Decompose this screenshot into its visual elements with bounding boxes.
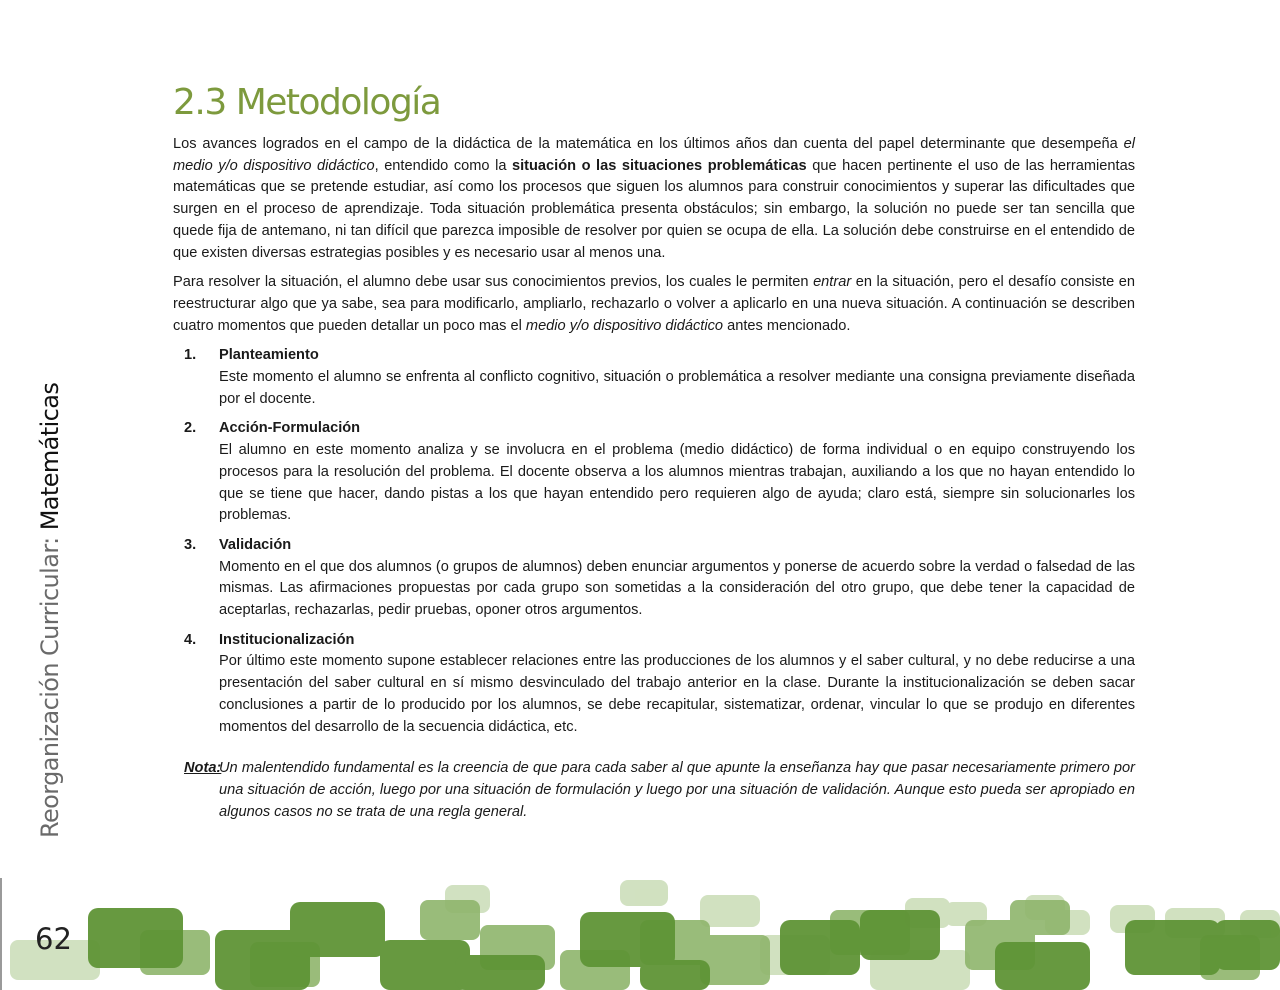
intro-italic-medio: el medio y/o dispositivo didáctico <box>173 136 1135 174</box>
intro-text-3: que hacen pertinente el uso de las herramientas matemáticas que se pretende estudiar, así como los procesos que siguen los alumnos para construir conocimientos y superar las dificultades que surgen en el proceso de aprendizaje. Toda situación problemática presenta obstáculos; sin embargo, la solución no puede ser tan sencilla que quede fija de antemano, ni tan difícil que parezca imposible de resolver por quien se ocupa de ella. La solución debe construirse en el entendido de que existen diversas estrategias posibles y es necesario usar al menos una. <box>173 157 1135 261</box>
item-text: El alumno en este momento analiza y se involucra en el problema (medio didáctico) de forma individual o en equipo construyendo los procesos para la resolución del problema. El docente observa a los alumnos mientras trabajan, auxiliando a los que no hayan entendido lo que se tiene que hacer, dando pistas a los que hayan entendido pero requieren algo de ayuda; claro está, siempre sin solucionarles los problemas. <box>219 442 1135 524</box>
item-number: 4. <box>184 631 197 648</box>
side-label-dark: Matemáticas <box>36 382 64 531</box>
list-item <box>173 535 1135 622</box>
second-text-2: en la situación, pero el desafío consiste en reestructurar algo que ya sabe, sea para modificarlo, ampliarlo, rechazarlo o volver a aplicarlo en una nueva situación. A continuación se describen cuatro momentos que pueden detallar un poco mas el <box>173 274 1135 334</box>
item-title: Acción-Formulación <box>219 420 361 437</box>
second-paragraph <box>173 272 1135 337</box>
list-item <box>173 418 1135 527</box>
item-title: Institucionalización <box>219 631 355 648</box>
item-text: Momento en el que dos alumnos (o grupos de alumnos) deben enunciar argumentos y ponerse de acuerdo sobre la verdad o falsedad de las mismas. Las afirmaciones propuestas por cada grupo son sometidas a la consideración del otro grupo, que debe tener la capacidad de aceptarlas, rechazarlas, pedir pruebas, oponer otros argumentos. <box>219 558 1135 619</box>
second-italic-entrar: entrar <box>813 274 852 291</box>
item-title: Validación <box>219 536 292 553</box>
intro-text-2: , entendido como la <box>374 157 512 174</box>
second-italic-medio: medio y/o dispositivo didáctico <box>525 317 724 334</box>
intro-paragraph <box>173 134 1135 264</box>
moments-list <box>173 345 1135 738</box>
side-running-header <box>36 383 64 838</box>
intro-text-1: Los avances logrados en el campo de la didáctica de la matemática en los últimos años dan cuenta del papel determinante que desempeña <box>173 136 1124 152</box>
note-block <box>173 758 1135 823</box>
note-text: Un malentendido fundamental es la creencia de que para cada saber al que apunte la enseñanza hay que pasar necesariamente primero por una situación de acción, luego por una situación de formulación y luego por una situación de validación. Aunque esto pueda ser apropiado en algunos casos no se trata de una regla general. <box>219 760 1135 820</box>
second-text-1: Para resolver la situación, el alumno debe usar sus conocimientos previos, los cuales le permiten <box>173 274 814 291</box>
item-title: Planteamiento <box>219 347 319 364</box>
second-text-3: antes mencionado. <box>723 317 851 334</box>
item-text: Por último este momento supone establecer relaciones entre las producciones de los alumnos y el saber cultural, y no debe reducirse a una presentación del saber cultural en sí mismo desvinculado del trabajo anterior en la clase. Durante la institucionalización se deben sacar conclusiones a partir de lo producido por los alumnos, se debe recapitular, sistematizar, ordenar, vincular lo que se produjo en diferentes momentos del desarrollo de la secuencia didáctica, etc. <box>219 653 1135 735</box>
list-item <box>173 345 1135 410</box>
list-item <box>173 630 1135 739</box>
item-text: Este momento el alumno se enfrenta al conflicto cognitivo, situación o problemática a resolver mediante una consigna previamente diseñada por el docente. <box>219 369 1135 407</box>
item-number: 2. <box>184 420 197 437</box>
page-title: 2.3 Metodología <box>173 82 441 123</box>
intro-bold-situacion: situación o las situaciones problemáticas <box>511 157 807 174</box>
main-content <box>173 80 1135 823</box>
item-number: 1. <box>184 347 197 364</box>
item-number: 3. <box>184 536 197 553</box>
decorative-green-blocks <box>0 880 1280 990</box>
page-number: 62 <box>35 922 72 956</box>
side-label-light: Reorganización Curricular: <box>36 530 64 838</box>
note-label: Nota: <box>184 760 222 777</box>
